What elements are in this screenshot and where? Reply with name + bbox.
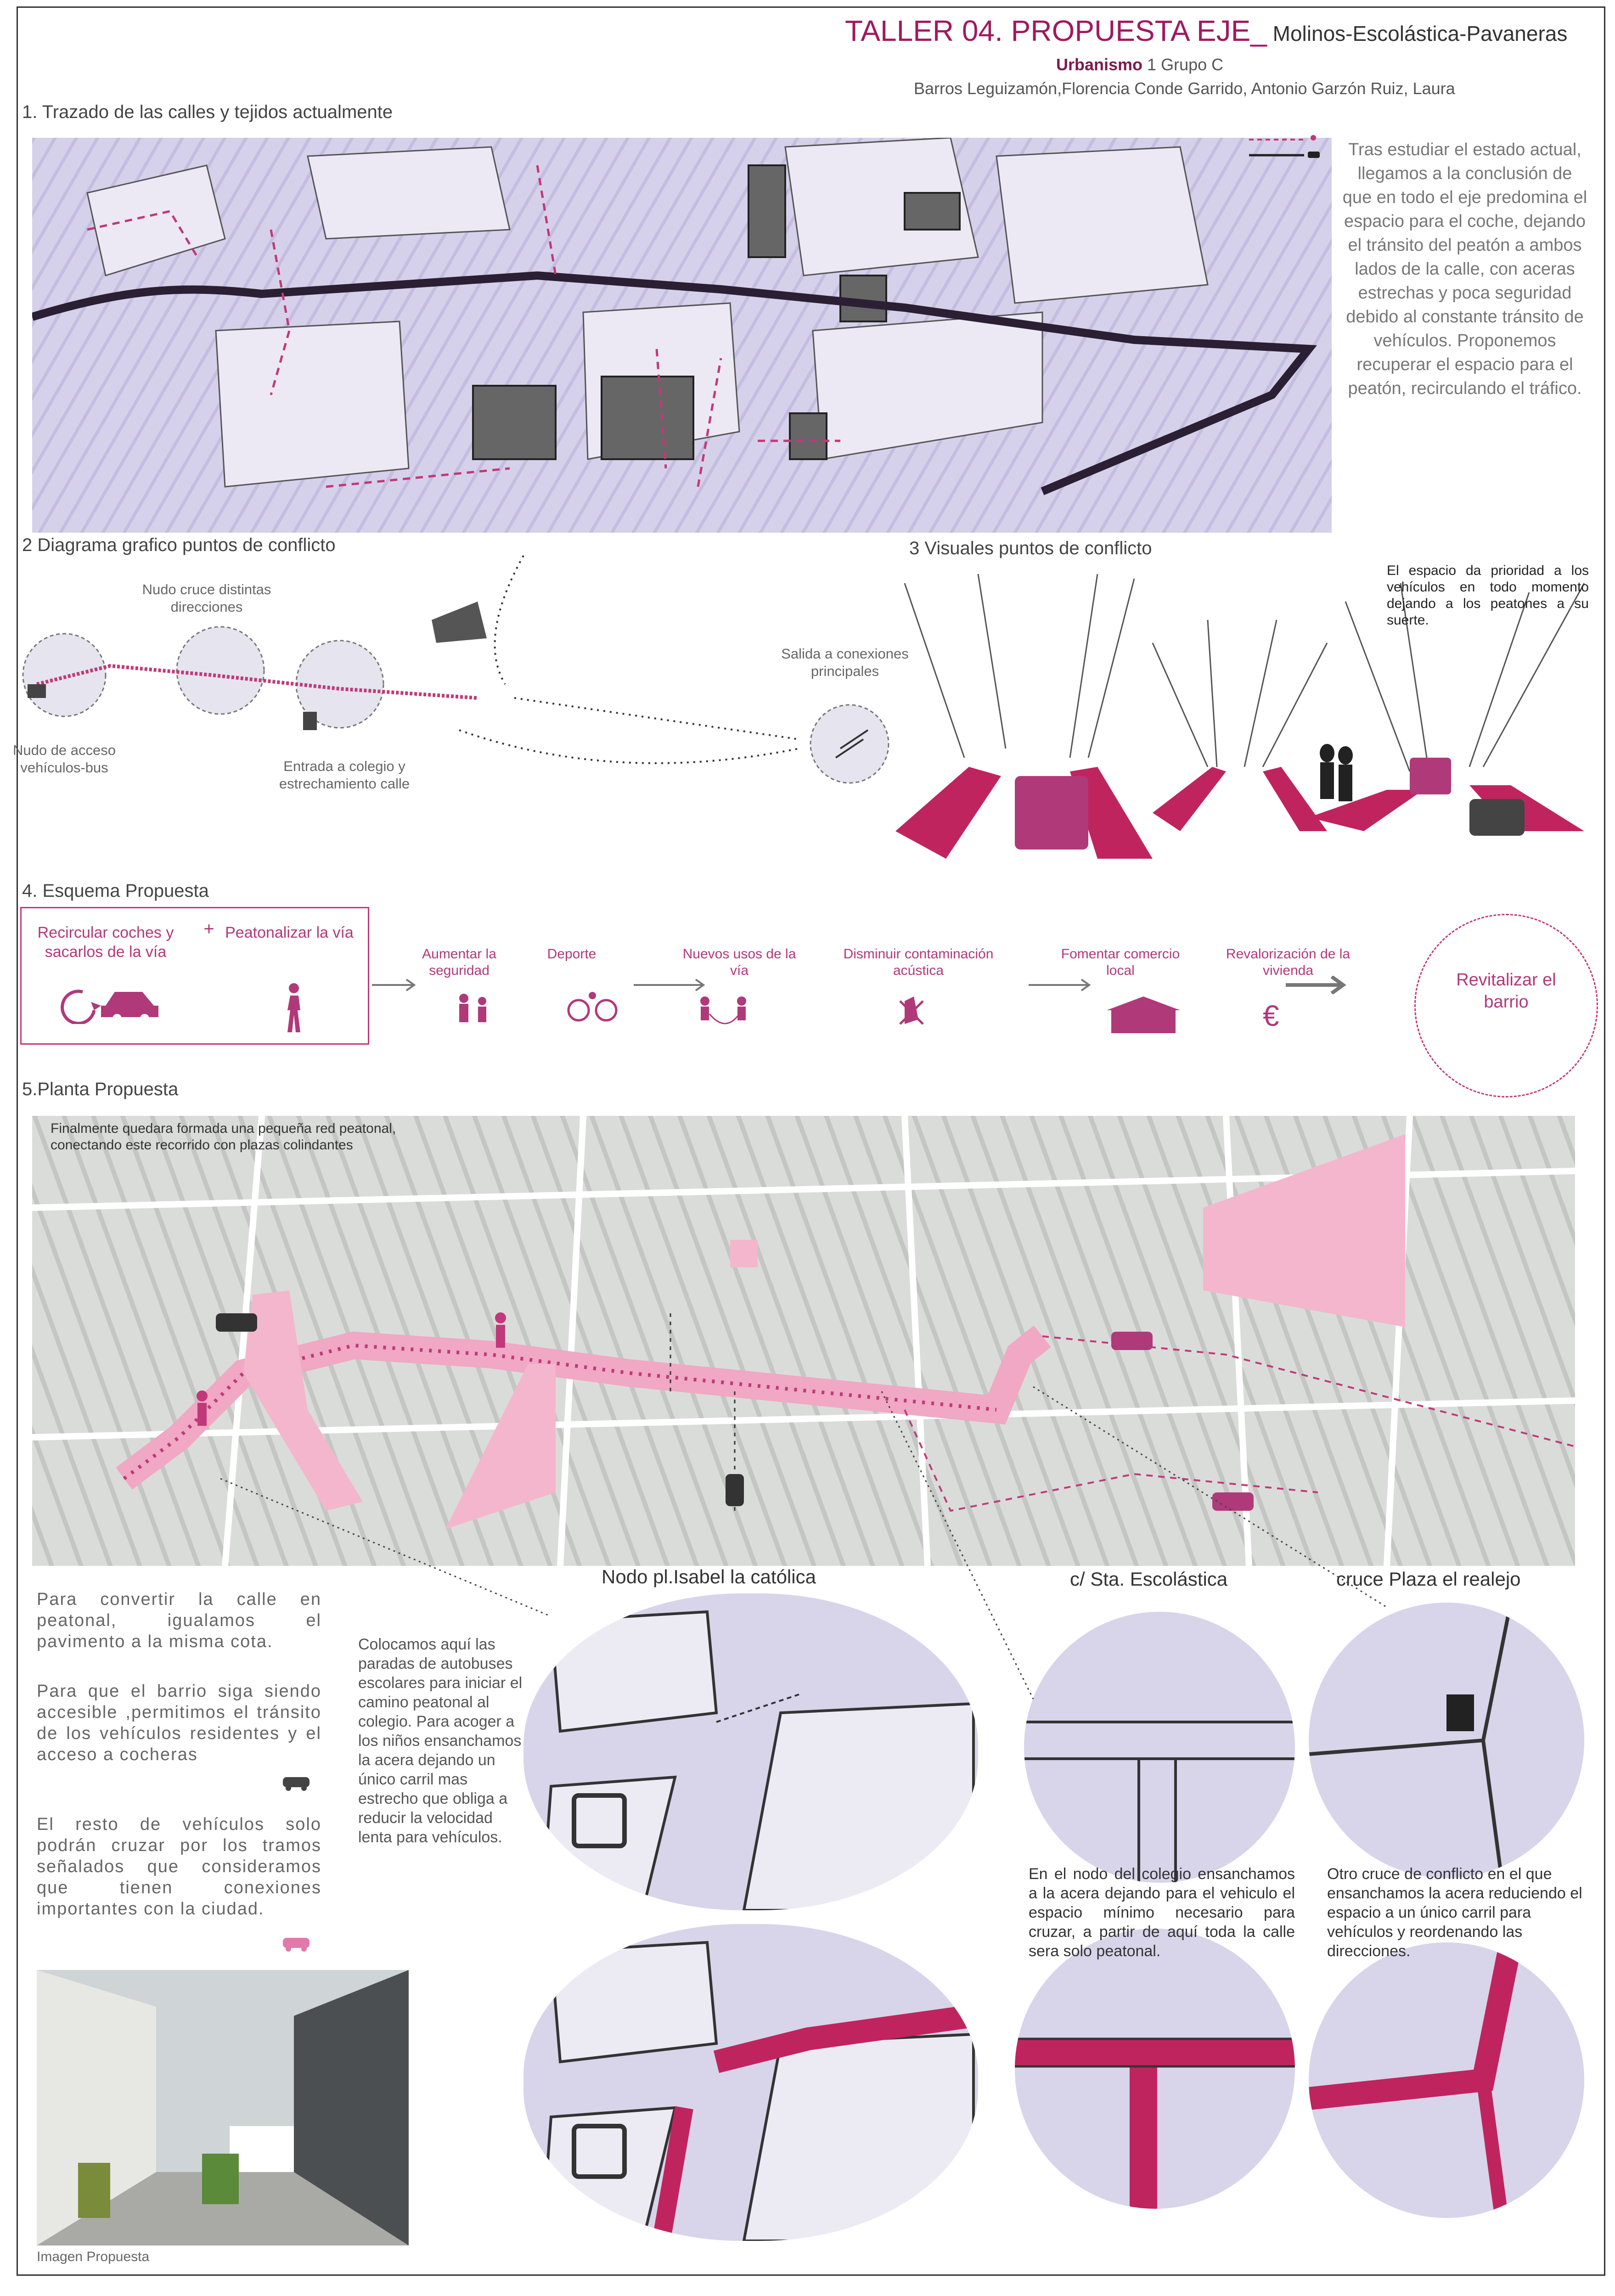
- resident-car-icon: [280, 1773, 312, 1791]
- label-nudo-acceso: Nudo de acceso vehículos-bus: [12, 742, 116, 776]
- image-caption: Imagen Propuesta: [37, 2249, 150, 2264]
- box-plus: +: [203, 919, 214, 939]
- goal-text: Revitalizar el barrio: [1456, 970, 1556, 1012]
- item-deporte: Deporte: [547, 946, 596, 962]
- nodo-proposed-sketch: [523, 1924, 978, 2241]
- section2-title: 2 Diagrama grafico puntos de conflicto: [22, 535, 336, 555]
- caption-nodo: Nodo pl.Isabel la católica: [602, 1566, 816, 1587]
- mid-text: Colocamos aquí las paradas de autobuses escolares para iniciar el camino peatonal al colegio. Para acoger a los niños ensanchamos la acera dejando un único carril mas estrecho que obliga a reducir la velocidad lenta para vehículos.: [358, 1636, 523, 1846]
- section4-title: 4. Esquema Propuesta: [22, 881, 209, 901]
- label-salida: Salida a conexiones principales: [781, 646, 909, 679]
- text-colegio: En el nodo del colegio ensanchamos a la acera dejando para el vehiculo el espacio mínimo necesario para cruzar, a partir de aquí toda la calle sera solo peatonal.: [1029, 1865, 1295, 1960]
- item-comercio: Fomentar comercio local: [1061, 946, 1180, 978]
- box-right-text: Peatonalizar la vía: [225, 924, 354, 941]
- section1-title: 1. Trazado de las calles y tejidos actualmente: [22, 102, 393, 122]
- item-contaminacion: Disminuir contaminación acústica: [843, 946, 994, 978]
- course-info: Urbanismo 1 Grupo C: [1056, 55, 1224, 74]
- schema-icons: [455, 992, 1327, 1038]
- proposal-image: [37, 1970, 409, 2245]
- through-car-icon: [280, 1933, 312, 1952]
- visuals-note: El espacio da prioridad a los vehículos en todo momento dejando a los peatones a su suerte.: [1387, 563, 1589, 628]
- escolastica-proposed-sketch: [1015, 1929, 1295, 2209]
- realejo-proposed-sketch: [1309, 1942, 1584, 2218]
- caption-escolastica: c/ Sta. Escolástica: [1070, 1568, 1228, 1590]
- label-entrada-colegio: Entrada a colegio y estrechamiento calle: [279, 758, 410, 792]
- section1-description: Tras estudiar el estado actual, llegamos a la conclusión de que en todo el eje predomina el espacio para el coche, dejando el tránsito del peatón a ambos lados de la calle, con aceras estrechas y poca seguridad debido al constante tránsito de vehículos. Proponemos recuperar el espacio para el peatón, recirculando el tráfico.: [1342, 140, 1587, 398]
- nodo-current-sketch: [523, 1593, 978, 1910]
- item-vivienda: Revalorización de la vivienda: [1226, 946, 1351, 978]
- current-street-map: [32, 138, 1332, 533]
- left-text-1: Para convertir la calle en peatonal, igualamos el pavimento a la misma cota.: [37, 1590, 321, 1651]
- left-text-3: El resto de vehículos solo podrán cruzar por los tramos señalados que consideramos que tienen conexiones importantes con la ciudad.: [37, 1815, 321, 1919]
- realejo-current-sketch: [1309, 1603, 1584, 1878]
- left-text-2: Para que el barrio siga siendo accesible ,permitimos el tránsito de los vehículos residentes y el acceso a cocheras: [37, 1682, 321, 1764]
- legend: [1249, 133, 1322, 161]
- item-nuevos-usos: Nuevos usos de la vía: [682, 946, 796, 978]
- escolastica-current-sketch: [1024, 1612, 1295, 1883]
- euro-icon: €: [1263, 999, 1279, 1032]
- section5-title: 5.Planta Propuesta: [22, 1079, 179, 1099]
- label-nudo-cruce: Nudo cruce distintas direcciones: [142, 581, 271, 615]
- recirculate-car-icon: [55, 978, 165, 1024]
- sheet-title: TALLER 04. PROPUESTA EJE_ Molinos-Escolástica-Pavaneras: [845, 14, 1568, 47]
- authors: Barros Leguizamón,Florencia Conde Garrido, Antonio Garzón Ruiz, Laura: [914, 79, 1455, 98]
- section3-title: 3 Visuales puntos de conflicto: [909, 538, 1152, 558]
- text-realejo: Otro cruce de conflicto en el que ensanchamos la acera reduciendo el espacio a un único carril para vehículos y reordenando las direcciones.: [1327, 1865, 1582, 1960]
- caption-realejo: cruce Plaza el realejo: [1336, 1568, 1521, 1590]
- item-seguridad: Aumentar la seguridad: [422, 946, 496, 978]
- box-left-text: Recircular coches y sacarlos de la vía: [37, 924, 174, 961]
- plan-note: Finalmente quedara formada una pequeña red peatonal, conectando este recorrido con plazas colindantes: [51, 1121, 396, 1153]
- proposed-plan-map: [32, 1116, 1575, 1566]
- pedestrian-icon: [280, 983, 308, 1033]
